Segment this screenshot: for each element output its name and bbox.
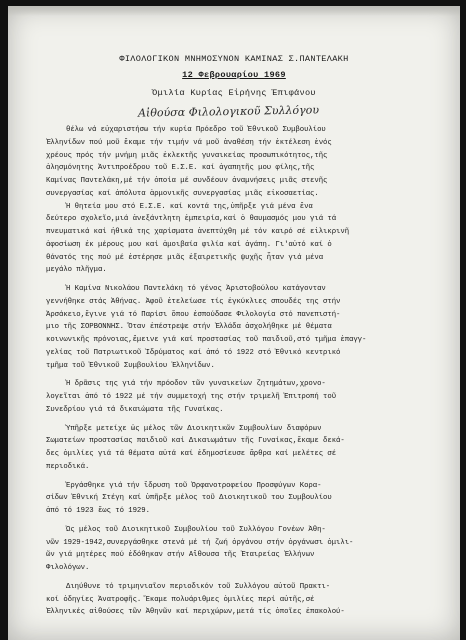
- body-line: κοί ὁδηγίες Ἀνατροφῆς. Ἔκαμε πολυάριθμες ὁμιλίες περί αὐτῆς,σέ: [46, 595, 315, 604]
- body-line: κοινωνικῆς πρόνοιας,ἔμεινε γιά καί προστασίας τοῦ παιδιοῦ,στό τμῆμα ἐπαγγ-: [46, 336, 367, 344]
- body-line: θέλω νά εὐχαριστήσω τήν κυρία Πρόεδρο τοῦ Ἐθνικοῦ Συμβουλίου: [66, 126, 326, 134]
- body-line: ἀπό τό 1923 ἕως τό 1929.: [46, 507, 150, 515]
- document-page: [8, 6, 460, 640]
- body-line: Συνεδρίου γιά τά δικαιώματα τῆς Γυναίκας.: [46, 405, 224, 414]
- body-line: ῶν γιά μητέρες πού ἐδόθηκαν στήν Αἴθουσα τῆς Ἑταιρείας Ἑλλήνων: [46, 551, 315, 560]
- body-line: Φιλολόγων.: [46, 564, 90, 572]
- body-line: σίδων Ἐθνική Στέγη καί ὑπῆρξε μέλος τοῦ Διοικητικοῦ του Συμβουλίου: [46, 494, 332, 503]
- document-body: [46, 124, 448, 619]
- body-line: θάνατός της πού μέ ἐστέρησε μιᾶς ἐξαιρετικῆς ψυχῆς ἦταν γιά μένα: [46, 253, 324, 262]
- body-line: δεύτερο σχολεῖο,μιά ἀνεξάντλητη ἐμπειρία,καί ὁ θαυμασμός μου γιά τά: [46, 215, 337, 224]
- body-line: Καμίνας Παντελάκη,μέ τήν ὁποία μέ συνδέουν ἀναμνήσεις μιᾶς στενῆς: [46, 177, 328, 185]
- body-line: γεννήθηκε στάς Ἀθήνας. Ἀφοῦ ἐτελείωσε τίς ἐγκύκλιες σπουδές της στήν: [46, 297, 341, 306]
- body-line: μεγάλο πλῆγμα.: [46, 266, 107, 275]
- body-line: λογεῖται ἀπό τό 1922 μέ τήν συμμετοχή της στήν τριμελῆ Ἐπιτροπή τοῦ: [46, 393, 337, 401]
- body-line: Ὡς μέλος τοῦ Διοικητικοῦ Συμβουλίου τοῦ Συλλόγου Γονέων Ἀθη-: [66, 525, 326, 534]
- document-date: 12 Φεβρουαρίου 1969: [182, 70, 286, 80]
- body-line: πνευματικά καί ἠθικά της χαρίσματα ἀνεπτύχθη μέ τόν καιρό σέ εἰλικρινῆ: [46, 228, 350, 236]
- body-line: Ἡ Καμίνα Νικολάου Παντελάκη τό γένος Ἀριστοβούλου κατάγονταν: [66, 285, 326, 293]
- body-line: Διηύθυνε τό τριμηνιαῖον περιοδικόν τοῦ Συλλόγου αὐτοῦ Πρακτι-: [66, 582, 331, 591]
- body-line: μιο τῆς ΣΟΡΒΟΝΝΗΣ. Ὅταν ἐπέστρεψε στήν Ἑλλάδα ἀσχολήθηκε μέ θέματα: [46, 323, 332, 332]
- body-line: ἀφοσίωση ἐκ μέρους μου καί ἀμοιβαία φιλία καί ἀγάπη. Γι'αὐτό καί ὁ: [46, 240, 332, 249]
- body-line: Σωματείων προστασίας παιδιοῦ καί Δικαιωμάτων τῆς Γυναίκας,ἔκαμε δεκά-: [46, 437, 345, 446]
- body-line: Ἑλληνίδων πού μοῦ ἔκαμε τήν τιμήν νά μοῦ ἀναθέση τήν ἐκτέλεση ἑνός: [46, 138, 332, 147]
- body-line: δες ὁμιλίες γιά τά θέματα αὐτά καί ἐδημοσίευσε ἄρθρα καί μελέτες σέ: [46, 450, 337, 458]
- body-line: Ἑλληνικές αἰθούσες τῶν Ἀθηνῶν καί περιχώρων,μετά τίς ὁποῖες ἐπακολού-: [46, 608, 345, 617]
- body-line: ἀλησμόνητης Ἀντιπροέδρου τοῦ Ε.Σ.Ε. καί ἀγαπητῆς μου φίλης,τῆς: [46, 164, 315, 173]
- body-line: Ἀρσάκειο,ἔγινε γιά τό Παρίσι ὅπου ἐσπούδασε Φιλολογία στό πανεπιστή-: [46, 310, 341, 319]
- header-organization: ΦΙΛΟΛΟΓΙΚΟΝ ΜΝΗΜΟΣΥΝΟΝ ΚΑΜΙΝΑΣ Σ.ΠΑΝΤΕΛΑΚΗ: [119, 54, 349, 64]
- body-line: τμῆμα τοῦ Ἐθνικοῦ Συμβουλίου Ἑλληνίδων.: [46, 361, 215, 370]
- body-line: περιοδικά.: [46, 462, 90, 471]
- handwritten-note: Αἰθούσα Φιλολογικοῦ Συλλόγου: [137, 103, 320, 120]
- body-line: Ἡ δρᾶσις της γιά τήν πρόοδον τῶν γυναικείων ζητημάτων,χρονο-: [66, 380, 326, 389]
- body-line: Ἐργάσθηκε γιά τήν ἵδρυση τοῦ Ὀρφανοτροφείου Προσφύγων Κορα-: [66, 481, 322, 490]
- body-line: Ἡ θητεία μου στό Ε.Σ.Ε. καί κοντά της,ὑπῆρξε γιά μένα ἕνα: [66, 202, 313, 211]
- body-line: γελίας τοῦ Πατριωτικοῦ Ἱδρύματος καί ἀπό τό 1922 στό Ἐθνικό κεντρικό: [46, 348, 341, 357]
- body-line: χρέους πρός τήν μνήμη μιᾶς ἐκλεκτῆς γυναικείας προσωπικότητος,τῆς: [46, 151, 328, 160]
- speech-title: Ὁμιλία Κυρίας Εἰρήνης Ἐπιφάνου: [152, 88, 316, 98]
- body-line: Ὑπῆρξε μετείχε ὡς μέλος τῶν Διοικητικῶν Συμβουλίων διαφόρων: [66, 424, 322, 433]
- body-line: νῶν 1929-1942,συνεργάσθηκε στενά μέ τή ζωή ὀργάνου στήν ὀργάνωσι ὁμιλι-: [46, 538, 354, 547]
- scan-shadow: [8, 6, 460, 16]
- body-line: συνεργασίας καί ἀπόλυτα ἁρμονικῆς συνεργασίας μιᾶς εἰκοσαετίας.: [46, 189, 319, 198]
